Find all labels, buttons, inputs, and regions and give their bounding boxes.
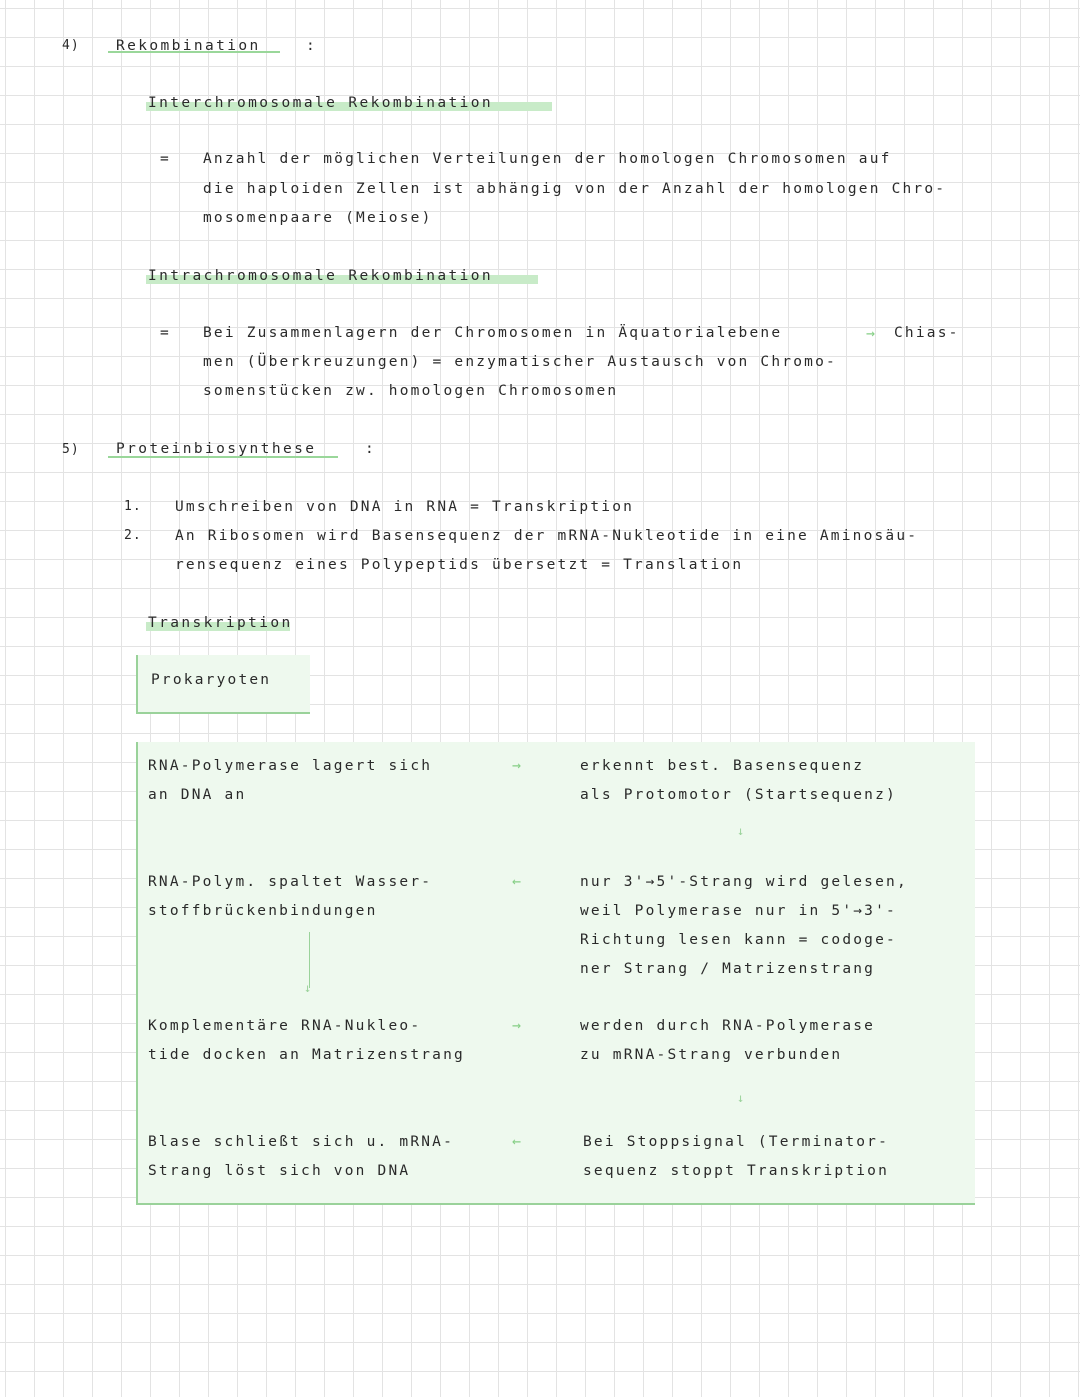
section-4-title: Rekombination (116, 38, 261, 54)
inter-bullet: = (160, 151, 171, 167)
flow-left-1-line-2: an DNA an (148, 787, 247, 803)
flow-left-down-line (309, 932, 310, 988)
prokaryoten-label: Prokaryoten (151, 672, 272, 688)
inter-line-3: mosomenpaare (Meiose) (203, 210, 433, 226)
flow-arrow-4: ← (512, 1132, 522, 1150)
flow-arrow-1: → (512, 756, 522, 774)
section-5-title: Proteinbiosynthese (116, 441, 317, 457)
flow-left-4-line-1: Blase schließt sich u. mRNA- (148, 1134, 455, 1150)
flow-left-2-line-1: RNA-Polym. spaltet Wasser- (148, 874, 433, 890)
flow-left-down-arrow: ↓ (304, 981, 312, 995)
intra-title: Intrachromosomale Rekombination (148, 268, 494, 284)
section-4-number: 4) (62, 38, 80, 53)
section-5-colon: : (365, 441, 376, 457)
flow-arrow-2: ← (512, 872, 522, 890)
flow-right-down-arrow-1: ↓ (737, 824, 745, 838)
intra-line-2: men (Überkreuzungen) = enzymatischer Austausch von Chromo- (203, 354, 837, 370)
flow-right-3-line-2: zu mRNA-Strang verbunden (580, 1047, 843, 1063)
inter-line-2: die haploiden Zellen ist abhängig von der Anzahl der homologen Chro- (203, 181, 947, 197)
intra-arrow: → (866, 324, 876, 342)
flow-right-4-line-2: sequenz stoppt Transkription (583, 1163, 890, 1179)
flow-right-down-arrow-2: ↓ (737, 1091, 745, 1105)
transkription-title: Transkription (148, 615, 293, 631)
flow-right-3-line-1: werden durch RNA-Polymerase (580, 1018, 876, 1034)
intra-bullet: = (160, 325, 171, 341)
flow-left-3-line-1: Komplementäre RNA-Nukleo- (148, 1018, 422, 1034)
flow-right-2-line-2: weil Polymerase nur in 5'→3'- (580, 903, 897, 919)
flow-right-2-line-3: Richtung lesen kann = codoge- (580, 932, 897, 948)
flow-right-4-line-1: Bei Stoppsignal (Terminator- (583, 1134, 890, 1150)
flow-right-2-line-1: nur 3'→5'-Strang wird gelesen, (580, 874, 908, 890)
flow-left-3-line-2: tide docken an Matrizenstrang (148, 1047, 465, 1063)
flow-left-4-line-2: Strang löst sich von DNA (148, 1163, 411, 1179)
intra-line-1: Bei Zusammenlagern der Chromosomen in Äquatorialebene (203, 325, 783, 341)
flow-right-1-line-1: erkennt best. Basensequenz (580, 758, 865, 774)
item-2-line-2: rensequenz eines Polypeptids übersetzt = Translation (175, 557, 744, 573)
flow-right-1-line-2: als Protomotor (Startsequenz) (580, 787, 897, 803)
intra-line-3: somenstücken zw. homologen Chromosomen (203, 383, 619, 399)
flow-right-2-line-4: ner Strang / Matrizenstrang (580, 961, 876, 977)
item-2-number: 2. (124, 528, 142, 543)
item-1-text: Umschreiben von DNA in RNA = Transkription (175, 499, 635, 515)
item-1-number: 1. (124, 499, 142, 514)
item-2-line-1: An Ribosomen wird Basensequenz der mRNA-Nukleotide in eine Aminosäu- (175, 528, 919, 544)
inter-line-1: Anzahl der möglichen Verteilungen der homologen Chromosomen auf (203, 151, 892, 167)
section-5-number: 5) (62, 442, 80, 457)
flow-left-2-line-2: stoffbrückenbindungen (148, 903, 378, 919)
flow-left-1-line-1: RNA-Polymerase lagert sich (148, 758, 433, 774)
inter-title: Interchromosomale Rekombination (148, 95, 494, 111)
intra-line-1-tail: Chias- (894, 325, 960, 341)
section-4-colon: : (306, 38, 317, 54)
flow-arrow-3: → (512, 1016, 522, 1034)
